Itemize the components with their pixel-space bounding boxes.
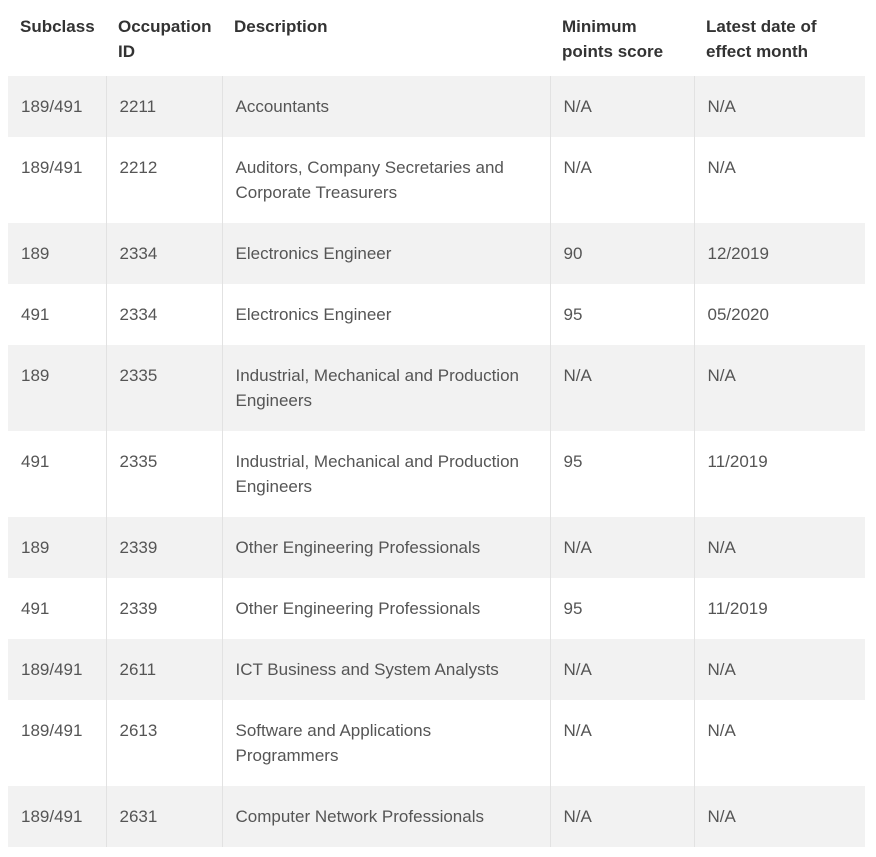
cell-latest-date: N/A — [694, 76, 865, 137]
table-row — [8, 137, 865, 223]
cell-minimum-points-score: N/A — [550, 76, 694, 137]
cell-minimum-points-score: 95 — [550, 284, 694, 345]
cell-description: Accountants — [222, 76, 550, 137]
cell-latest-date: N/A — [694, 639, 865, 700]
table-body — [8, 76, 865, 847]
header-occupation-id: Occupation ID — [106, 0, 222, 76]
cell-description: Computer Network Professionals — [222, 786, 550, 847]
cell-occupation-id: 2334 — [106, 223, 222, 284]
cell-minimum-points-score: 95 — [550, 431, 694, 517]
table-row — [8, 578, 865, 639]
cell-description: Other Engineering Professionals — [222, 517, 550, 578]
occupation-table — [8, 0, 865, 847]
cell-subclass: 189/491 — [8, 786, 106, 847]
cell-occupation-id: 2212 — [106, 137, 222, 223]
cell-latest-date: N/A — [694, 700, 865, 786]
header-minimum-points-score: Minimum points score — [550, 0, 694, 76]
cell-subclass: 189/491 — [8, 76, 106, 137]
header-description: Description — [222, 0, 550, 76]
cell-subclass: 491 — [8, 284, 106, 345]
cell-occupation-id: 2611 — [106, 639, 222, 700]
cell-minimum-points-score: N/A — [550, 345, 694, 431]
table-row — [8, 786, 865, 847]
cell-latest-date: N/A — [694, 137, 865, 223]
cell-latest-date: 11/2019 — [694, 578, 865, 639]
cell-description: Industrial, Mechanical and Production Engineers — [222, 345, 550, 431]
cell-subclass: 491 — [8, 578, 106, 639]
cell-description: Software and Applications Programmers — [222, 700, 550, 786]
cell-minimum-points-score: N/A — [550, 517, 694, 578]
cell-description: Other Engineering Professionals — [222, 578, 550, 639]
cell-description: Electronics Engineer — [222, 223, 550, 284]
cell-subclass: 189/491 — [8, 639, 106, 700]
table-row — [8, 700, 865, 786]
cell-occupation-id: 2339 — [106, 578, 222, 639]
table-row — [8, 517, 865, 578]
table-row — [8, 431, 865, 517]
table-row — [8, 639, 865, 700]
table-row — [8, 76, 865, 137]
cell-subclass: 189 — [8, 223, 106, 284]
header-latest-date-of-effect: Latest date of effect month — [694, 0, 865, 76]
cell-minimum-points-score: N/A — [550, 700, 694, 786]
cell-latest-date: N/A — [694, 345, 865, 431]
cell-latest-date: N/A — [694, 517, 865, 578]
table-header — [8, 0, 865, 76]
cell-description: Electronics Engineer — [222, 284, 550, 345]
cell-occupation-id: 2211 — [106, 76, 222, 137]
header-subclass: Subclass — [8, 0, 106, 76]
cell-latest-date: 12/2019 — [694, 223, 865, 284]
table-row — [8, 284, 865, 345]
cell-description: Industrial, Mechanical and Production Engineers — [222, 431, 550, 517]
cell-occupation-id: 2631 — [106, 786, 222, 847]
cell-subclass: 491 — [8, 431, 106, 517]
cell-subclass: 189/491 — [8, 700, 106, 786]
cell-subclass: 189 — [8, 517, 106, 578]
occupation-table-container — [8, 0, 865, 847]
header-row — [8, 0, 865, 76]
table-row — [8, 345, 865, 431]
cell-minimum-points-score: 90 — [550, 223, 694, 284]
cell-minimum-points-score: 95 — [550, 578, 694, 639]
cell-minimum-points-score: N/A — [550, 639, 694, 700]
cell-occupation-id: 2335 — [106, 345, 222, 431]
table-row — [8, 223, 865, 284]
cell-latest-date: 11/2019 — [694, 431, 865, 517]
cell-occupation-id: 2335 — [106, 431, 222, 517]
cell-subclass: 189 — [8, 345, 106, 431]
cell-description: Auditors, Company Secretaries and Corporate Treasurers — [222, 137, 550, 223]
cell-minimum-points-score: N/A — [550, 786, 694, 847]
cell-minimum-points-score: N/A — [550, 137, 694, 223]
cell-latest-date: N/A — [694, 786, 865, 847]
cell-occupation-id: 2334 — [106, 284, 222, 345]
cell-description: ICT Business and System Analysts — [222, 639, 550, 700]
cell-occupation-id: 2613 — [106, 700, 222, 786]
cell-latest-date: 05/2020 — [694, 284, 865, 345]
cell-subclass: 189/491 — [8, 137, 106, 223]
cell-occupation-id: 2339 — [106, 517, 222, 578]
